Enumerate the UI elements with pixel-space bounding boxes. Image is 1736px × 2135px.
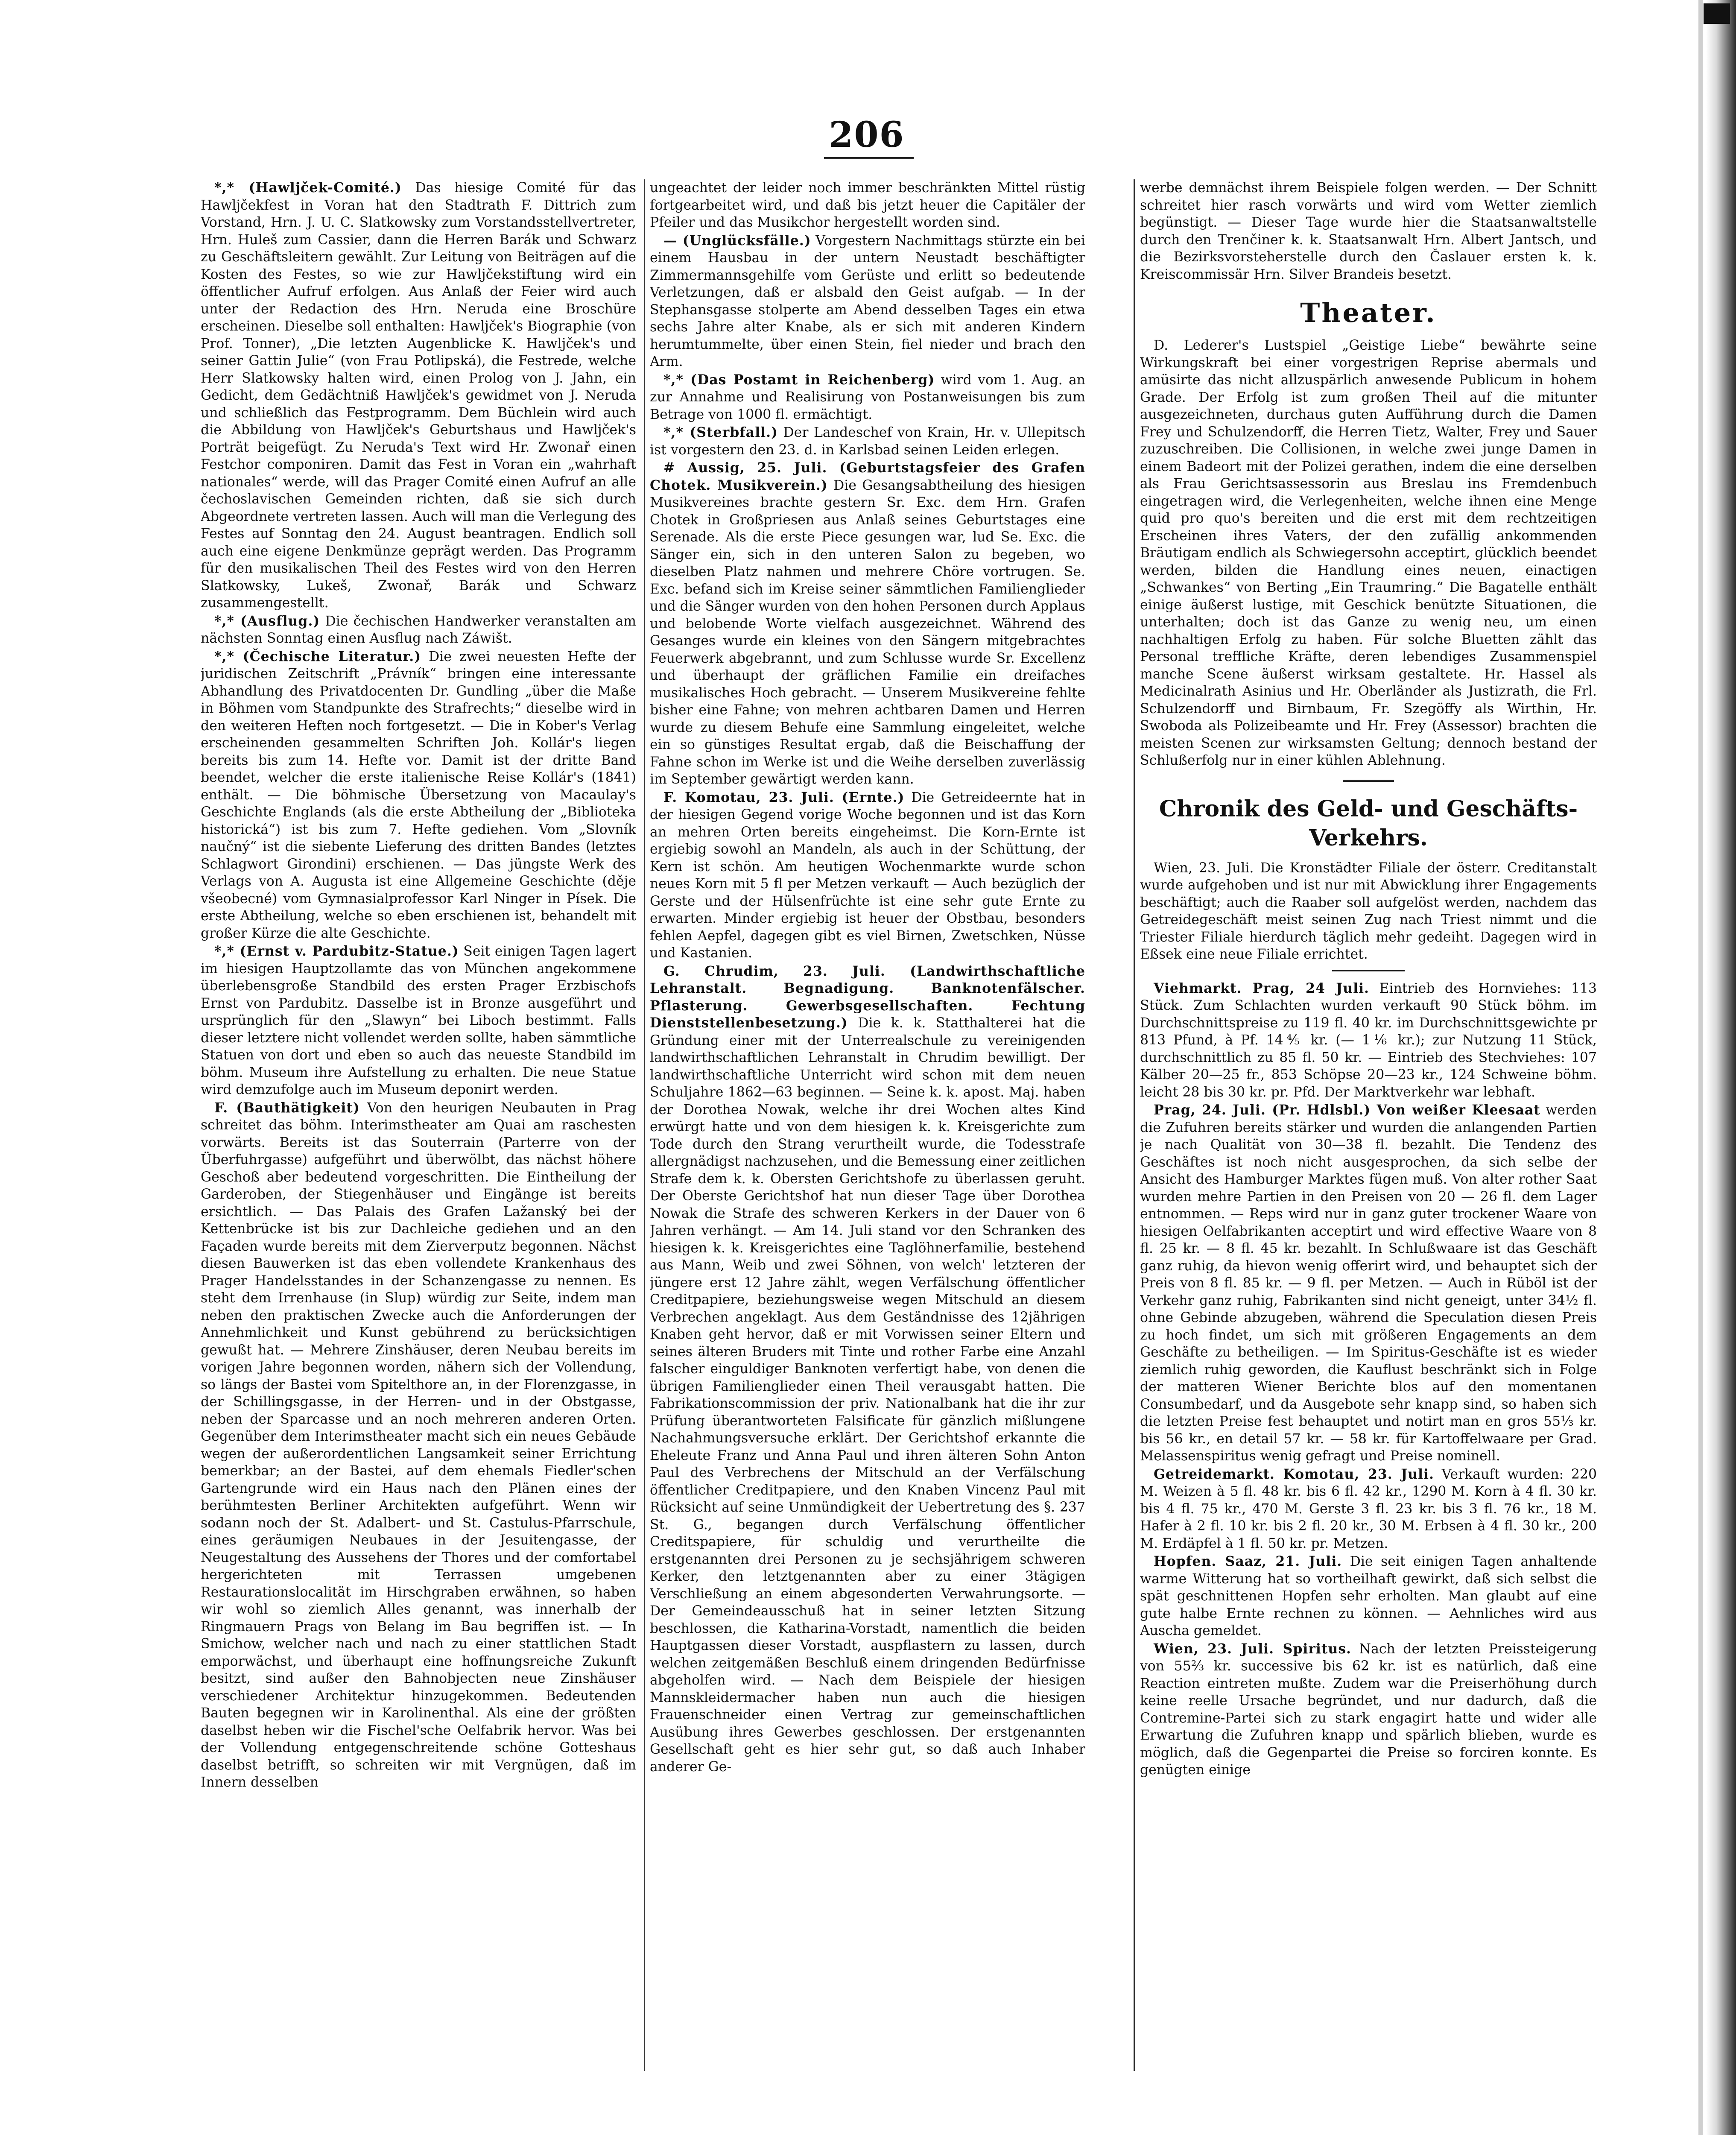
news-item-body: Nach der letzten Preissteigerung von 55⅔ kr. successive bis 62 kr. ist es natürlich, daß eine Reaction eintreten mußte. Zudem war die Preiserhöhung durch keine reelle Ursache begründet, und nur dadurch, daß die Contremine-Partei sich zu stark engagirt hatte und wider alle Erwartung die Zufuhren knapp und spärlich blieben, wurde es möglich, daß die Gegenpartei die Preise so forciren konnte. Es genügten einige bbox=[1140, 1641, 1597, 1778]
news-item-heading: *,* (Čechische Literatur.) bbox=[214, 648, 421, 664]
news-item bbox=[650, 789, 1085, 962]
news-item bbox=[201, 613, 636, 647]
news-item bbox=[201, 179, 636, 612]
news-item bbox=[650, 371, 1085, 424]
column-divider bbox=[644, 179, 645, 2071]
news-item bbox=[650, 459, 1085, 788]
news-item-body: Die Getreideernte hat in der hiesigen Gegend vorige Woche begonnen und ist das Korn an mehren Orten bereits eingeheimst. Die Korn-Ernte ist ergiebig sowohl an Mandeln, als auch in der Schüttung, der Kern ist schön. Am heutigen Wochenmarkte wurde schon neues Korn mit 5 fl per Metzen verkauft — Auch bezüglich der Gerste und der Hülsenfrüchte ist eine sehr gute Ernte zu erwarten. Minder ergiebig ist heuer der Obstbau, besonders fehlen Aepfel, dagegen gibt es viel Birnen, Zwetschken, Nüsse und Kastanien. bbox=[650, 790, 1085, 961]
news-item-heading: — (Unglücksfälle.) bbox=[663, 232, 811, 249]
news-item bbox=[1140, 1553, 1597, 1640]
section-title-chronik: Chronik des Geld- und Geschäfts-Verkehrs. bbox=[1159, 796, 1578, 851]
news-item-body: Der Landeschef von Krain, Hr. v. Ullepitsch ist vorgestern den 23. d. in Karlsbad seinen Leiden erlegen. bbox=[650, 425, 1085, 458]
news-item-heading: F. Komotau, 23. Juli. (Ernte.) bbox=[663, 789, 905, 805]
news-item-body: Die zwei neuesten Hefte der juridischen Zeitschrift „Právník“ bringen eine interessante Abhandlung des Privatdocenten Dr. Gundling „über die Maße in Böhmen vom Standpunkte des Strafrechts;“ dieselbe wird in den weiteren Heften noch fortgesetzt. — Die in Kober's Verlag erscheinenden gesammelten Schriften Joh. Kollár's liegen bereits bis zum 14. Hefte vor. Damit ist der dritte Band beendet, welcher die erste italienische Reise Kollár's (1841) enthält. — Die böhmische Übersetzung von Macaulay's Geschichte Englands (als die erste Abtheilung der „Biblioteka historická“) ist bis zum 7. Hefte gediehen. Vom „Slovník naučný“ ist die siebente Lieferung des dritten Bandes (letztes Schlagwort Girondini) erschienen. — Das jüngste Werk des Verlags von A. Augusta ist eine Allgemeine Geschichte (děje všeobecné) vom Gymnasialprofessor Karl Ninger in Písek. Die erste Abtheilung, welche so eben erschienen ist, behandelt mit großer Kürze die alte Geschichte. bbox=[201, 649, 636, 941]
news-item bbox=[1140, 980, 1597, 1101]
news-item-body: Eintrieb des Hornviehes: 113 Stück. Zum Schlachten wurden verkauft 90 Stück böhm. im Durchschnittspreise zu 119 fl. 40 kr. im Durchschnittsgewichte pr 813 Pfund, à Pf. 14⅘ kr. (— 1⅙ kr.); zur Nutzung 11 Stück, durchschnittlich zu 85 fl. 50 kr. — Eintrieb des Stechviehes: 107 Kälber 20—25 fr., 853 Schöpse 20—23 kr., 124 Schweine böhm. leicht 28 bis 30 kr. pr. Pfd. Der Marktverkehr war lebhaft. bbox=[1140, 980, 1597, 1100]
news-item-heading: Hopfen. Saaz, 21. Juli. bbox=[1154, 1553, 1342, 1569]
news-item bbox=[650, 963, 1085, 1776]
page-number: 206 bbox=[829, 114, 905, 155]
scan-edge-shadow bbox=[1698, 0, 1703, 2135]
news-item-heading: *,* (Hawljček-Comité.) bbox=[214, 180, 402, 196]
news-item bbox=[201, 943, 636, 1099]
news-item-body: Die seit einigen Tagen anhaltende warme Witterung hat so vortheilhaft gewirkt, daß sich selbst die spät geschnittenen Hopfen sehr erholten. Man glaubt auf eine gute halbe Ernte rechnen zu können. — Aehnliches wird aus Auscha gemeldet. bbox=[1140, 1554, 1597, 1638]
news-item bbox=[650, 232, 1085, 371]
news-item bbox=[1140, 1641, 1597, 1779]
news-item bbox=[201, 1100, 636, 1791]
column-left bbox=[201, 179, 636, 2101]
market-reports bbox=[1140, 980, 1597, 1779]
news-item bbox=[1140, 1102, 1597, 1465]
news-item-heading: Wien, 23. Juli. Spiritus. bbox=[1154, 1641, 1352, 1657]
news-item bbox=[1140, 1466, 1597, 1553]
news-item-body: Verkauft wurden: 220 M. Weizen à 5 fl. 48 kr. bis 6 fl. 42 kr., 1290 M. Korn à 4 fl. 30 kr. bis 4 fl. 75 kr., 470 M. Gerste 3 fl. 23 kr. bis 3 fl. 76 kr., 18 M. Hafer à 2 fl. 10 kr. bis 2 fl. 20 kr., 30 M. Erbsen à 4 fl. 30 kr., 200 M. Erdäpfel à 1 fl. 50 kr. pr. Metzen. bbox=[1140, 1466, 1597, 1551]
news-item-body: wird vom 1. Aug. an zur Annahme und Realisirung von Postanweisungen bis zum Betrage von 1000 fl. ermächtigt. bbox=[650, 372, 1085, 422]
news-item-body: ungeachtet der leider noch immer beschränkten Mittel rüstig fortgearbeitet wird, und daß bis jetzt heuer die Capitäler der Pfeiler und das Musikchor hergestellt worden sind. bbox=[650, 180, 1085, 230]
column-middle bbox=[650, 179, 1085, 2101]
news-item bbox=[650, 179, 1085, 231]
column-divider bbox=[1134, 179, 1135, 2071]
scan-corner-mark bbox=[1704, 3, 1730, 24]
theater-review: D. Lederer's Lustspiel „Geistige Liebe“ bewährte seine Wirkungskraft bei einer vorgestrigen Reprise abermals und amüsirte das nicht allzuspärlich anwesende Publicum in hohem Grade. Der Erfolg ist zum großen Theil auf die mitunter ausgezeichneten, durchaus guten Aufführung durch die Damen Frey und Schulzendorff, die Herren Tietz, Walter, Frey und Sauer zuzuschreiben. Die Collisionen, in welche zwei junge Damen in einem Badeort mit der Polizei gerathen, indem die eine derselben als Frau Gerichtsassessorin aus Breslau ins Fremdenbuch eingetragen wird, die Verlegenheiten, welche ihnen eine Menge quid pro quo's bereiten und die erst mit dem rechtzeitigen Erscheinen ihres Vaters, der den zufällig ankommenden Bräutigam endlich als Schwiegersohn acceptirt, glücklich beendet werden, bilden die Handlung eines neuen, einactigen „Schwankes“ von Berting „Ein Traumring.“ Die Bagatelle enthält einige äußerst lustige, mit Geschick benützte Situationen, die unterhalten; doch ist das Ganze zu wenig neu, um einen nachhaltigen Erfolg zu haben. Für solche Bluetten zählt das Personal treffliche Kräfte, deren lebendiges Zusammenspiel manche Scene äußerst wirksam gestaltete. Hr. Hassel als Medicinalrath Asinius und Hr. Oberländer als Justizrath, die Frl. Schulzendorff und Birnbaum, Fr. Szegöffy als Wirthin, Hr. Swoboda als Polizeibeamte und Hr. Frey (Assessor) brachten die meisten Scenen zur wirksamsten Geltung; dennoch bestand der Schlußerfolg nur in einer kühlen Ablehnung. bbox=[1140, 338, 1597, 768]
news-item-heading: G. Chrudim, 23. Juli. (Landwirthschaftliche Lehranstalt. Begnadigung. Banknotenfälscher. Pflasterung. Gewerbsgesellschaften. Fechtung Dienststellenbesetzung.) bbox=[650, 963, 1085, 1031]
news-item-heading: *,* (Ausflug.) bbox=[214, 613, 320, 629]
news-item-heading: *,* (Das Postamt in Reichenberg) bbox=[663, 371, 935, 388]
news-item-body: Von den heurigen Neubauten in Prag schreitet das böhm. Interimstheater am Quai am raschesten vorwärts. Bereits ist das Souterrain (Parterre von der Überfuhrgasse) aufgeführt und überwölbt, das nächst höhere Geschoß aber bedeutend vorgeschritten. Die Eintheilung der Garderoben, der Stiegenhäuser und Eingänge ist bereits ersichtlich. — Das Palais des Grafen Lažanský bei der Kettenbrücke ist bis zur Dachleiche gediehen und an den Façaden wurde bereits mit dem Zierverputz begonnen. Nächst diesen Bauwerken ist das eben vollendete Krankenhaus des Prager Handelsstandes in der Schanzengasse zu nennen. Es steht dem Irrenhause (in Slup) würdig zur Seite, indem man neben den praktischen Zwecke auch die Anforderungen der Annehmlichkeit und Kunst gebührend zu berücksichtigen gewußt hat. — Mehrere Zinshäuser, deren Neubau bereits im vorigen Jahre begonnen worden, nähern sich der Vollendung, so längs der Bastei vom Spitelthore an, in der Florenzgasse, in der Schillingsgasse, in der Herren- und in der Obstgasse, neben der Sparcasse und an noch mehreren anderen Orten. Gegenüber dem Interimstheater macht sich ein neues Gebäude wegen der außerordentlichen Langsamkeit seiner Errichtung bemerkbar; an der Bastei, auf dem ehemals Fiedler'schen Gartengrunde wird ein Haus nach den Plänen eines der berühmtesten Berliner Architekten aufgeführt. Wenn wir sodann noch der St. Adalbert- und St. Castulus-Pfarrschule, eines geräumigen Neubaues in der Jesuitengasse, der Neugestaltung des Aussehens der Thores und der comfortabel hergerichteten mit Terrassen umgebenen Restaurationslocalität im Hirschgraben erwähnen, so haben wir wohl so ziemlich Alles genannt, was innerhalb der Ringmauern Prags von Belang im Bau begriffen ist. — In Smichow, welcher nach und nach zu einer stattlichen Stadt emporwächst, und überhaupt eine hoffnungsreiche Zukunft besitzt, sind außer den Bahnobjecten neue Zinshäuser verschiedener Architektur hinzugekommen. Bedeutenden Bauten begegnen wir in Karolinenthal. Als eine der größten daselbst heben wir die Fischel'sche Oelfabrik hervor. Was bei der Vollendung entgegenschreitende schöne Gotteshaus daselbst betrifft, so schreiten wir mit Vergnügen, daß im Innern desselben bbox=[201, 1100, 636, 1790]
news-item-heading: Viehmarkt. Prag, 24 Juli. bbox=[1154, 980, 1370, 996]
news-item-heading: *,* (Ernst v. Pardubitz-Statue.) bbox=[214, 943, 459, 959]
section-divider bbox=[1343, 780, 1394, 782]
news-item-body: Das hiesige Comité für das Hawljčekfest in Voran hat den Stadtrath F. Dittrich zum Vorstand, Hrn. J. U. C. Slatkowsky zum Vorstandsstellvertreter, Hrn. Huleš zum Cassier, dann die Herren Barák und Schwarz zu Geschäftsleitern gewählt. Zur Leitung von Beiträgen auf die Kosten des Festes, so wie zur Hawljčekstiftung wird ein öffentlicher Aufruf erfolgen. Aus Anlaß der Feier wird auch unter der Redaction des Hrn. Neruda eine Broschüre erscheinen. Dieselbe soll enthalten: Hawljček's Biographie (von Prof. Tonner), „Die letzten Augenblicke K. Hawljček's und seiner Gattin Julie“ (von Frau Potlipská), die Festrede, welche Herr Slatkowsky halten wird, einen Prolog von J. Jahn, ein Gedicht, dem Gedächtniß Hawljček's gewidmet von J. Neruda und schließlich das Festprogramm. Dem Büchlein wird auch die Abbildung von Hawljček's Geburtshaus und Hawljček's Porträt beigefügt. Zu Neruda's Text wird Hr. Zwonař einen Festchor componiren. Damit das Fest in Voran ein „wahrhaft nationales“ werde, will das Prager Comité einen Aufruf an alle čechoslavischen Gemeinden richten, daß sie sich durch Abgeordnete vertreten lassen. Auch will man die Verlegung des Festes auf Sonntag den 24. August beantragen. Endlich soll auch eine eigene Denkmünze geprägt werden. Das Programm für den musikalischen Theil des Festes wird von den Herren Slatkowsky, Lukeš, Zwonař, Barák und Schwarz zusammengestellt. bbox=[201, 180, 636, 611]
news-item-heading: # Aussig, 25. Juli. (Geburtstagsfeier des Grafen Chotek. Musikverein.) bbox=[650, 460, 1085, 493]
chronik-intro: Wien, 23. Juli. Die Kronstädter Filiale der österr. Creditanstalt wurde aufgehoben und ist nur mit Abwicklung ihrer Engagements beschäftigt; auch die Raaber soll aufgelöst werden, nachdem das Getreidegeschäft meist seinen Zug nach Triest nimmt und die Triester Filiale hierdurch täglich mehr gedeiht. Dagegen wird in Eßsek eine neue Filiale errichtet. bbox=[1140, 860, 1597, 962]
news-item-body: Die čechischen Handwerker veranstalten am nächsten Sonntag einen Ausflug nach Záwišt. bbox=[201, 613, 636, 646]
page-number-rule bbox=[824, 157, 914, 159]
section-divider bbox=[1332, 970, 1405, 971]
news-item bbox=[201, 648, 636, 942]
news-item bbox=[650, 424, 1085, 459]
news-item-body: werden die Zufuhren bereits stärker und wurden die anlangenden Partien je nach Qualität von 30—38 fl. bezahlt. Die Tendenz des Geschäftes ist noch nicht ausgesprochen, da sich selbe der Ansicht des Hamburger Marktes fügen muß. Von alter rother Saat wurden mehre Partien in den Preisen von 20 — 26 fl. dem Lager entnommen. — Reps wird nur in ganz guter trockener Waare von hiesigen Oelfabrikanten acceptirt und wird effective Waare von 8 fl. 25 kr. — 8 fl. 45 kr. bezahlt. In Schlußwaare ist das Geschäft ganz ruhig, da hievon wenig offerirt wird, und behauptet sich der Preis von 8 fl. 85 kr. — 9 fl. per Metzen. — Auch in Rüböl ist der Verkehr ganz ruhig, Fabrikanten sind nicht geneigt, unter 34½ fl. ohne Gebinde abzugeben, während die Speculation diesen Preis zu hoch findet, um sich mit größeren Engagements an dem Geschäfte zu betheiligen. — Im Spiritus-Geschäfte ist es wieder ziemlich ruhig geworden, die Kauflust beschränkt sich in Folge der matteren Wiener Berichte blos auf den momentanen Consumbedarf, und da Ausgebote sehr knapp sind, so haben sich die letzten Preise fest behauptet und notirt man en gros 55⅓ kr. bis 56 kr., en detail 57 kr. — 58 kr. für Kartoffelwaare per Grad. Melassenspiritus wenig gefragt und Preise nominell. bbox=[1140, 1103, 1597, 1464]
news-item-heading: Prag, 24. Juli. (Pr. Hdlsbl.) Von weißer Kleesaat bbox=[1154, 1102, 1540, 1118]
news-item-heading: Getreidemarkt. Komotau, 23. Juli. bbox=[1154, 1466, 1434, 1482]
section-title-theater: Theater. bbox=[1300, 297, 1437, 328]
news-item-body: Die Gesangsabtheilung des hiesigen Musikvereines brachte gestern Sr. Exc. dem Hrn. Grafen Chotek in Großpriesen aus Anlaß seines Geburtstages eine Serenade. Als die erste Piece gesungen war, lud Se. Exc. die Sänger ein, sich in den unteren Salon zu begeben, wo dieselben Platz nahmen und mehrere Chöre vortrugen. Se. Exc. befand sich im Kreise seiner sämmtlichen Familienglieder und die Sänger wurden von den hohen Personen durch Applaus und belobende Worte vielfach ausgezeichnet. Während des Gesanges wurde ein kleines von den Sängern mitgebrachtes Feuerwerk abgebrannt, und zum Schlusse wurde Sr. Excellenz und überhaupt der gräflichen Familie ein dreifaches musikalisches Hoch gebracht. — Unserem Musikvereine fehlte bisher eine Fahne; von mehren achtbaren Damen und Herren wurde zu diesem Behufe eine Sammlung eingeleitet, welche ein so günstiges Resultat ergab, daß die Beischaffung der Fahne schon im Werke ist und die Weihe derselben zuverlässig im September gewärtigt werden kann. bbox=[650, 477, 1085, 787]
news-item-body: Die k. k. Statthalterei hat die Gründung einer mit der Unterrealschule zu vereinigenden landwirthschaftlichen Lehranstalt in Chrudim bewilligt. Der landwirthschaftliche Unterricht wird schon mit dem neuen Schuljahre 1862—63 beginnen. — Seine k. k. apost. Maj. haben der Dorothea Nowak, welche ihr drei Wochen altes Kind erwürgt hatte und von dem hiesigen k. k. Kreisgerichte zum Tode durch den Strang verurtheilt wurde, die Todesstrafe allergnädigst nachzusehen, und die Bemessung einer zeitlichen Strafe dem k. k. Obersten Gerichtshofe zu überlassen geruht. Der Oberste Gerichtshof hat nun dieser Tage über Dorothea Nowak die Strafe des schweren Kerkers in der Dauer von 6 Jahren verhängt. — Am 14. Juli stand vor den Schranken des hiesigen k. k. Kreisgerichtes eine Taglöhnerfamilie, bestehend aus Mann, Weib und zwei Söhnen, von welch' letzteren der jüngere erst 12 Jahre zählt, wegen Verfälschung öffentlicher Creditpapiere, beziehungsweise wegen Mitschuld an diesem Verbrechen angeklagt. Aus dem Geständnisse des 12jährigen Knaben geht hervor, daß er mit Vorwissen seiner Eltern und seines älteren Bruders mit Tinte und rother Farbe eine Anzahl falscher einguldiger Banknoten verfertigt habe, von denen die übrigen Familienglieder einen Theil verausgabt hatten. Die Fabrikationscommission der priv. Nationalbank hat die ihr zur Prüfung überantworteten Falsificate für gänzlich mißlungene Nachahmungsversuche erklärt. Der Gerichtshof erkannte die Eheleute Franz und Anna Paul und ihren älteren Sohn Anton Paul des Verbrechens der Mitschuld an der Verfälschung öffentlicher Creditpapiere, und den Knaben Vincenz Paul mit Rücksicht auf seine Unmündigkeit der Uebertretung des §. 237 St. G., begangen durch Verfälschung öffentlicher Creditspapiere, für schuldig und verurtheilte die erstgenannten drei Personen zu je sechsjährigem schweren Kerker, den letztgenannten aber zu einer 3tägigen Verschließung an einem abgesonderten Verwahrungsorte. — Der Gemeindeausschuß hat in seiner letzten Sitzung beschlossen, die Katharina-Vorstadt, namentlich die beiden Hauptgassen dieser Vorstadt, auspflastern zu lassen, durch welchen zeitgemäßen Beschluß einem dringenden Bedürfnisse abgeholfen wird. — Nach dem Beispiele der hiesigen Mannskleidermacher haben nun auch die hiesigen Frauenschneider einen Vertrag zur gemeinschaftlichen Ausübung ihres Gewerbes geschlossen. Der erstgenannten Gesellschaft geht es hier sehr gut, so daß auch Inhaber anderer Ge- bbox=[650, 1015, 1085, 1775]
article-continuation: werbe demnächst ihrem Beispiele folgen werden. — Der Schnitt schreitet hier rasch vorwärts und wird vom Wetter ziemlich begünstigt. — Dieser Tage wurde hier die Staatsanwaltstelle durch den Trenčiner k. k. Staatsanwalt Hrn. Albert Jantsch, und die Bezirksvorsteherstelle durch den Časlauer ersten k. k. Kreiscommissär Hrn. Silver Brandeis besetzt. bbox=[1140, 180, 1597, 282]
column-right bbox=[1140, 179, 1597, 2101]
scan-edge bbox=[1706, 0, 1736, 2135]
news-item-heading: *,* (Sterbfall.) bbox=[663, 424, 778, 440]
news-item-body: Vorgestern Nachmittags stürzte ein bei einem Hausbau in der untern Neustadt beschäftigter Zimmermannsgehilfe vom Gerüste und erlitt so bedeutende Verletzungen, daß er alsbald den Geist aufgab. — In der Stephansgasse stolperte am Abend desselben Tages ein etwa sechs Jahre alter Knabe, als er sich mit anderen Kindern herumtummelte, über einen Stein, fiel nieder und brach den Arm. bbox=[650, 233, 1085, 369]
news-item-body: Seit einigen Tagen lagert im hiesigen Hauptzollamte das von München angekommene überlebensgroße Standbild des ersten Prager Erzbischofs Ernst von Pardubitz. Dasselbe ist in Bronze ausgeführt und ursprünglich für den „Slawyn“ bei Liboch bestimmt. Falls dieser letztere nicht vollendet werden sollte, haben sämmtliche Statuen von dort und eben so auch das neueste Standbild im böhm. Museum ihre Aufstellung zu erhalten. Die neue Statue wird demzufolge auch im Museum deponirt werden. bbox=[201, 944, 636, 1097]
news-item-heading: F. (Bauthätigkeit) bbox=[214, 1100, 360, 1116]
